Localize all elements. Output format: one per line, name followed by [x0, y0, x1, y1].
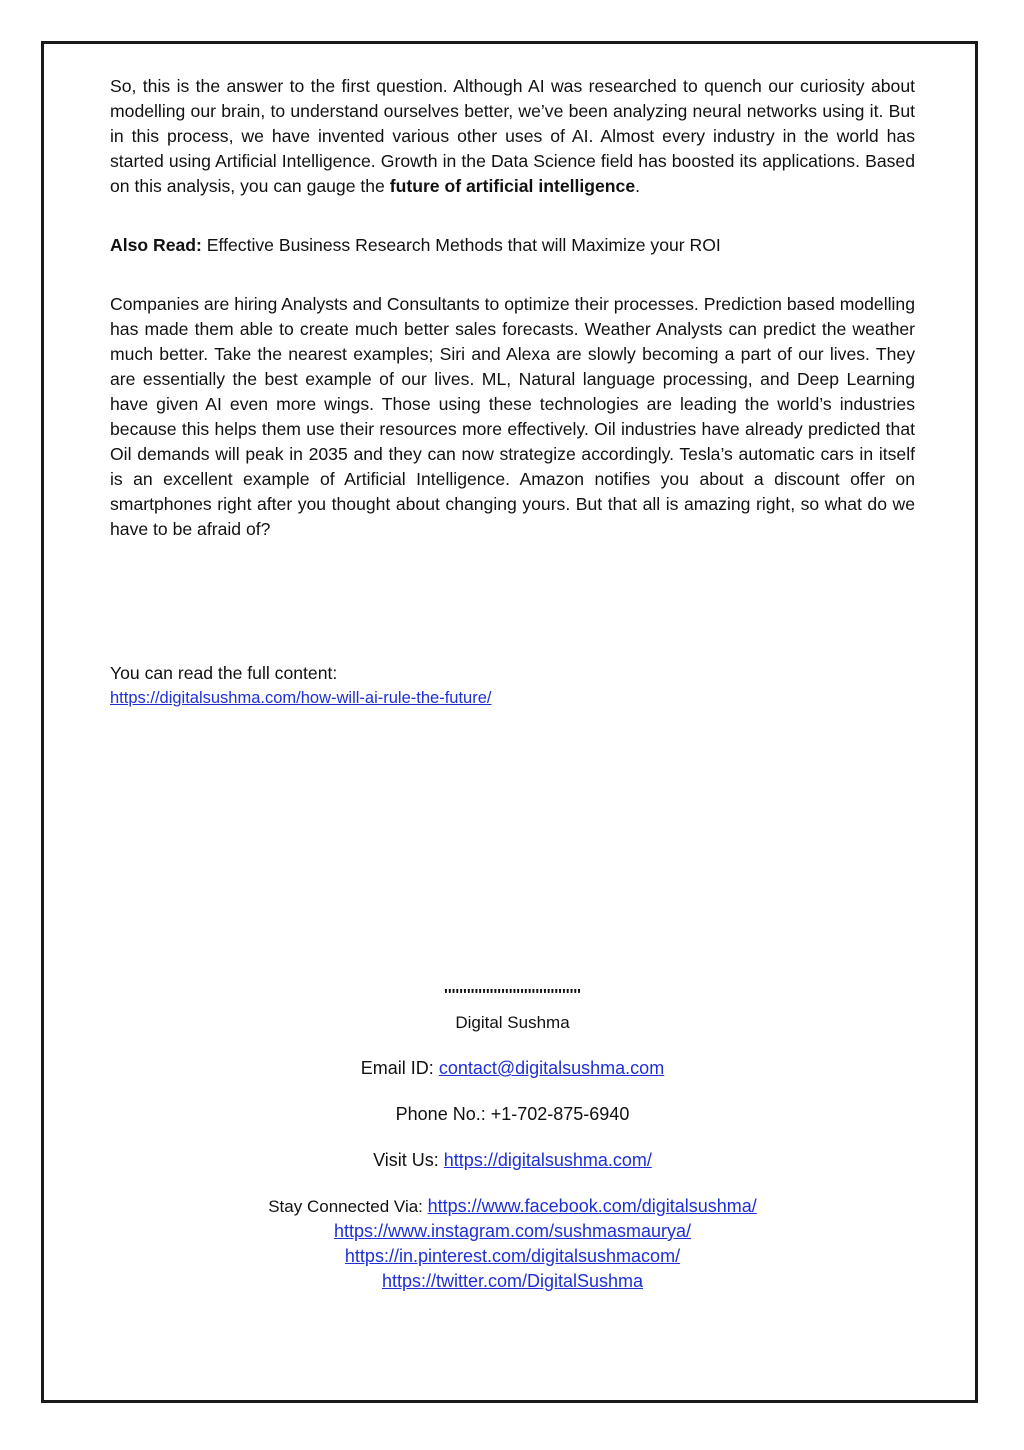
- social-label: Stay Connected Via:: [268, 1197, 428, 1216]
- pinterest-link[interactable]: https://in.pinterest.com/digitalsushmacom/: [344, 1246, 681, 1266]
- read-full-block: [110, 661, 915, 710]
- social-links: [41, 1194, 984, 1294]
- also-read-title: Effective Business Research Methods that will Maximize your ROI: [201, 235, 721, 255]
- instagram-link[interactable]: https://www.instagram.com/sushmasmaurya/: [333, 1221, 692, 1241]
- also-read-line: [110, 233, 915, 258]
- email-link[interactable]: contact@digitalsushma.com: [438, 1058, 665, 1078]
- visit-label: Visit Us:: [373, 1150, 444, 1170]
- decorative-dots: '''''''''''''''''''''''''''''''''''': [444, 987, 581, 1004]
- email-line: [41, 1056, 984, 1081]
- intro-text: So, this is the answer to the first question. Although AI was researched to quench our curiosity about modelling our brain, to understand ourselves better, we’ve been analyzing neural networks using it. But in this process, we have invented various other uses of AI. Almost every industry in the world has started using Artificial Intelligence. Growth in the Data Science field has boosted its applications. Based on this analysis, you can gauge the: [110, 76, 915, 196]
- company-name: Digital Sushma: [455, 1013, 570, 1032]
- email-label: Email ID:: [360, 1058, 439, 1078]
- read-full-link[interactable]: https://digitalsushma.com/how-will-ai-rule-the-future/: [110, 689, 492, 707]
- website-link[interactable]: https://digitalsushma.com/: [443, 1150, 652, 1170]
- intro-bold-phrase: future of artificial intelligence: [389, 176, 636, 196]
- body-paragraph: Companies are hiring Analysts and Consultants to optimize their processes. Prediction based modelling has made them able to create much better sales forecasts. Weather Analysts can predict the weather much better. Take the nearest examples; Siri and Alexa are slowly becoming a part of our lives. They are essentially the best example of our lives. ML, Natural language processing, and Deep Learning have given AI even more wings. Those using these technologies are leading the world’s industries because this helps them use their resources more effectively. Oil industries have already predicted that Oil demands will peak in 2035 and they can now strategize accordingly. Tesla’s automatic cars in itself is an excellent example of Artificial Intelligence. Amazon notifies you about a discount offer on smartphones right after you thought about changing yours. But that all is amazing right, so what do we have to be afraid of?: [110, 294, 915, 539]
- also-read-label: Also Read:: [110, 235, 202, 255]
- intro-end: .: [635, 176, 641, 196]
- intro-paragraph: [110, 74, 915, 199]
- visit-line: [41, 1148, 984, 1173]
- twitter-link[interactable]: https://twitter.com/DigitalSushma: [381, 1271, 644, 1291]
- read-full-label: You can read the full content:: [110, 663, 338, 683]
- facebook-link[interactable]: https://www.facebook.com/digitalsushma/: [427, 1196, 757, 1216]
- phone-line: Phone No.: +1-702-875-6940: [395, 1104, 630, 1124]
